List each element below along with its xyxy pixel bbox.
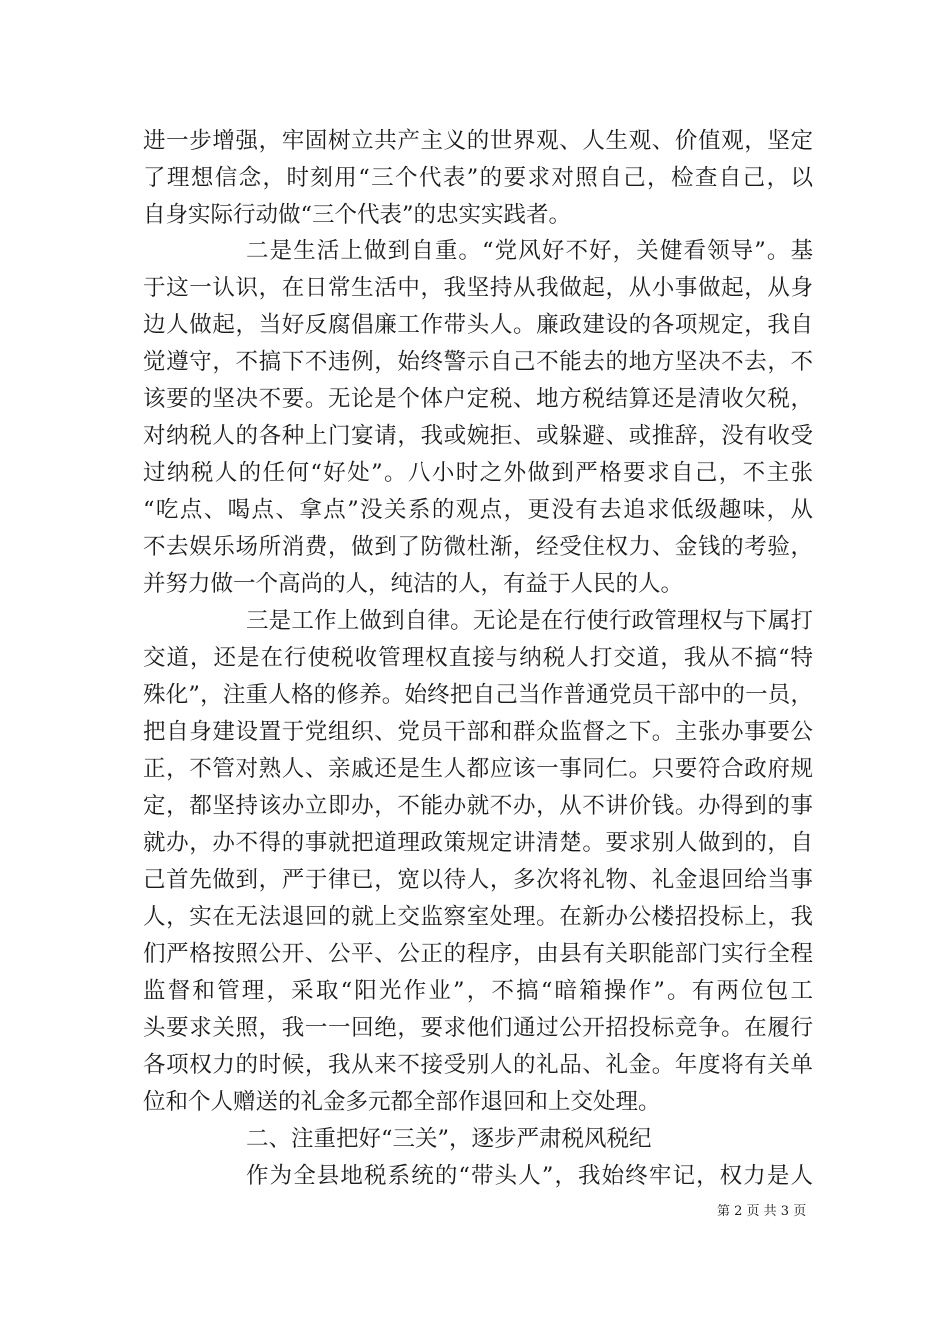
paragraph-start-line: 作为全县地税系统的“带头人”，我始终牢记，权力是人 <box>246 1163 813 1189</box>
text-line: 边人做起，当好反腐倡廉工作带头人。廉政建设的各项规定，我自 <box>143 312 813 338</box>
text-line: 定，都坚持该办立即办，不能办就不办，从不讲价钱。办得到的事 <box>143 793 813 819</box>
text-line: 头要求关照，我一一回绝，要求他们通过公开招投标竞争。在履行 <box>143 1015 813 1041</box>
text-line: 把自身建设置于党组织、党员干部和群众监督之下。主张办事要公 <box>143 719 813 745</box>
text-line: 人，实在无法退回的就上交监察室处理。在新办公楼招投标上，我 <box>143 904 813 930</box>
text-line: 觉遵守，不搞下不违例，始终警示自己不能去的地方坚决不去，不 <box>143 349 813 375</box>
text-line: 正，不管对熟人、亲戚还是生人都应该一事同仁。只要符合政府规 <box>143 756 813 782</box>
text-line: 己首先做到，严于律已，宽以待人，多次将礼物、礼金退回给当事 <box>143 867 813 893</box>
text-line: 该要的坚决不要。无论是个体户定税、地方税结算还是清收欠税， <box>143 386 813 412</box>
text-line: 了理想信念，时刻用“三个代表”的要求对照自己，检查自己，以 <box>143 165 813 191</box>
text-line: 各项权力的时候，我从来不接受别人的礼品、礼金。年度将有关单 <box>143 1052 813 1078</box>
text-line: 不去娱乐场所消费，做到了防微杜渐，经受住权力、金钱的考验， <box>143 534 813 560</box>
text-line: 位和个人赠送的礼金多元都全部作退回和上交处理。 <box>143 1089 661 1115</box>
text-line: 过纳税人的任何“好处”。八小时之外做到严格要求自己，不主张 <box>143 460 813 486</box>
text-line: 于这一认识，在日常生活中，我坚持从我做起，从小事做起，从身 <box>143 275 813 301</box>
text-line: 监督和管理，采取“阳光作业”，不搞“暗箱操作”。有两位包工 <box>143 978 813 1004</box>
text-line: 交道，还是在行使税收管理权直接与纳税人打交道，我从不搞“特 <box>143 645 813 671</box>
page-footer: 第 2 页 共 3 页 <box>717 1204 807 1219</box>
text-line: “吃点、喝点、拿点”没关系的观点，更没有去追求低级趣味，从 <box>143 497 813 523</box>
text-line: 们严格按照公开、公平、公正的程序，由县有关职能部门实行全程 <box>143 941 813 967</box>
paragraph-start-line: 三是工作上做到自律。无论是在行使行政管理权与下属打 <box>246 608 813 634</box>
text-line: 对纳税人的各种上门宴请，我或婉拒、或躲避、或推辞，没有收受 <box>143 423 813 449</box>
text-line: 进一步增强，牢固树立共产主义的世界观、人生观、价值观，坚定 <box>143 128 813 154</box>
text-line: 并努力做一个高尚的人，纯洁的人，有益于人民的人。 <box>143 571 684 597</box>
section-heading: 二、注重把好“三关”，逐步严肃税风税纪 <box>246 1126 652 1152</box>
text-line: 就办，办不得的事就把道理政策规定讲清楚。要求别人做到的，自 <box>143 830 813 856</box>
text-line: 自身实际行动做“三个代表”的忠实实践者。 <box>143 202 572 228</box>
paragraph-start-line: 二是生活上做到自重。“党风好不好，关健看领导”。基 <box>246 238 813 264</box>
text-line: 殊化”，注重人格的修养。始终把自己当作普通党员干部中的一员， <box>143 682 813 708</box>
